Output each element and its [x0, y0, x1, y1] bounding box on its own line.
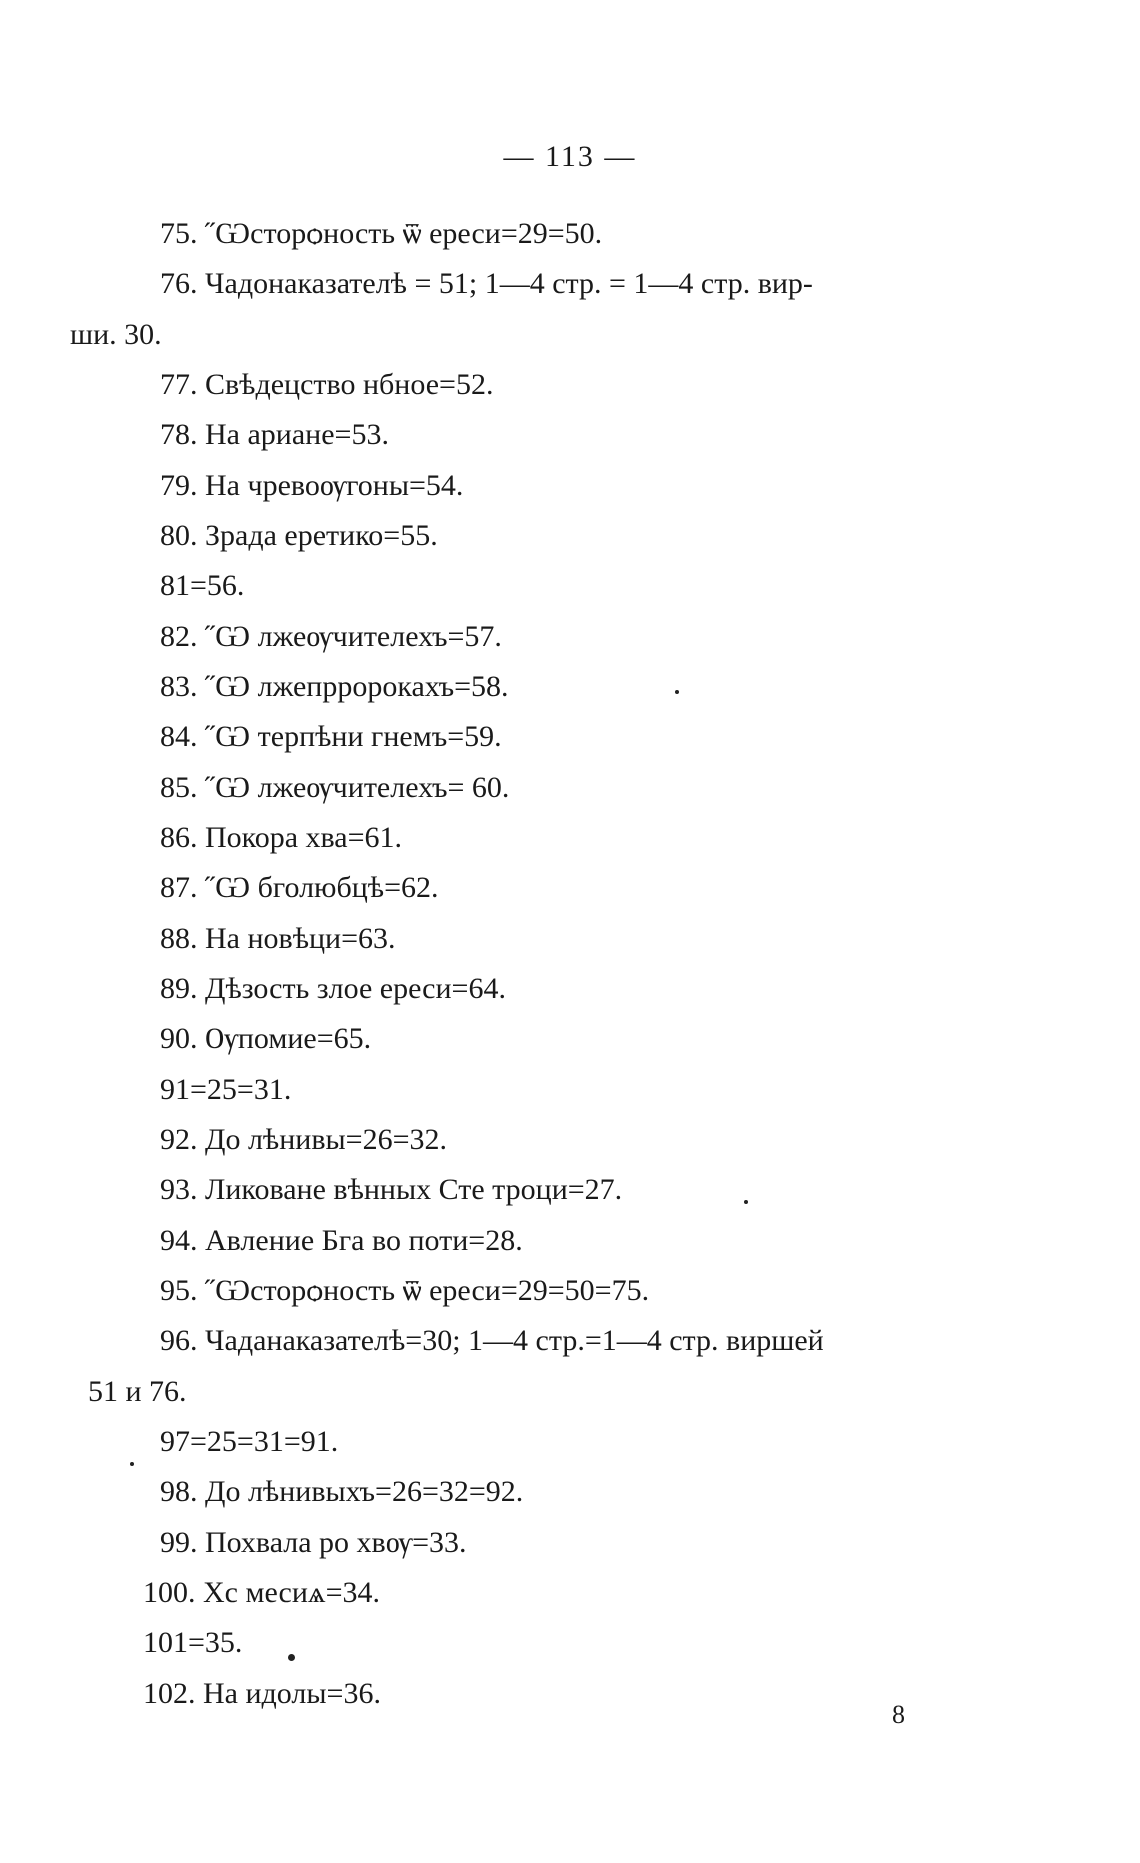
- entry-81: 81=56.: [160, 569, 245, 602]
- entry-99: 99. Похвала ро хвѹ=33.: [160, 1526, 467, 1559]
- entry-75: 75. ˝Ѡсторѻность ѿ ереси=29=50.: [160, 217, 603, 250]
- entry-84: 84. ˝Ѡ терпѣни гнемъ=59.: [160, 720, 502, 753]
- entry-93: 93. Ликоване вѣнных Сте троци=27.: [160, 1173, 623, 1206]
- entry-92: 92. До лѣнивы=26=32.: [160, 1123, 447, 1156]
- entry-80: 80. Зрада еретико=55.: [160, 519, 438, 552]
- entry-82: 82. ˝Ѡ лжеѹчителехъ=57.: [160, 620, 502, 653]
- entry-79: 79. На чревоѹгоны=54.: [160, 469, 464, 502]
- entry-94: 94. Авление Бга во поти=28.: [160, 1224, 523, 1257]
- ink-speck: [288, 1654, 295, 1661]
- ink-speck: [675, 690, 679, 694]
- entry-96-continuation: 51 и 76.: [88, 1375, 187, 1408]
- entry-76-continuation: ши. 30.: [70, 318, 162, 351]
- entry-96: 96. Чаданаказателѣ=30; 1—4 стр.=1—4 стр. виршей: [160, 1324, 824, 1357]
- entry-77: 77. Свѣдецство нбное=52.: [160, 368, 494, 401]
- entry-97: 97=25=31=91.: [160, 1425, 339, 1458]
- entry-86: 86. Покора хва=61.: [160, 821, 403, 854]
- entry-91: 91=25=31.: [160, 1073, 292, 1106]
- ink-speck: [130, 1462, 134, 1466]
- page-number-header: — 113 —: [503, 140, 637, 173]
- entry-83: 83. ˝Ѡ лжепрророкахъ=58.: [160, 670, 509, 703]
- entry-100: 100. Хс месиѧ=34.: [143, 1576, 381, 1609]
- ink-speck: [744, 1200, 748, 1204]
- entry-89: 89. Дѣзость злое ереси=64.: [160, 972, 506, 1005]
- entry-102: 102. На идолы=36.: [143, 1677, 381, 1710]
- entry-88: 88. На новѣци=63.: [160, 922, 396, 955]
- entry-95: 95. ˝Ѡсторѻность ѿ ереси=29=50=75.: [160, 1274, 650, 1307]
- entry-98: 98. До лѣнивыхъ=26=32=92.: [160, 1475, 524, 1508]
- entry-101: 101=35.: [143, 1626, 243, 1659]
- signature-mark: 8: [892, 1700, 905, 1729]
- entry-76: 76. Чадонаказателѣ = 51; 1—4 стр. = 1—4 стр. вир-: [160, 267, 813, 300]
- entry-90: 90. Ѹпомие=65.: [160, 1022, 372, 1055]
- entry-85: 85. ˝Ѡ лжеѹчителехъ= 60.: [160, 771, 510, 804]
- entry-87: 87. ˝Ѡ бголюбцѣ=62.: [160, 871, 439, 904]
- entry-78: 78. На ариане=53.: [160, 418, 389, 451]
